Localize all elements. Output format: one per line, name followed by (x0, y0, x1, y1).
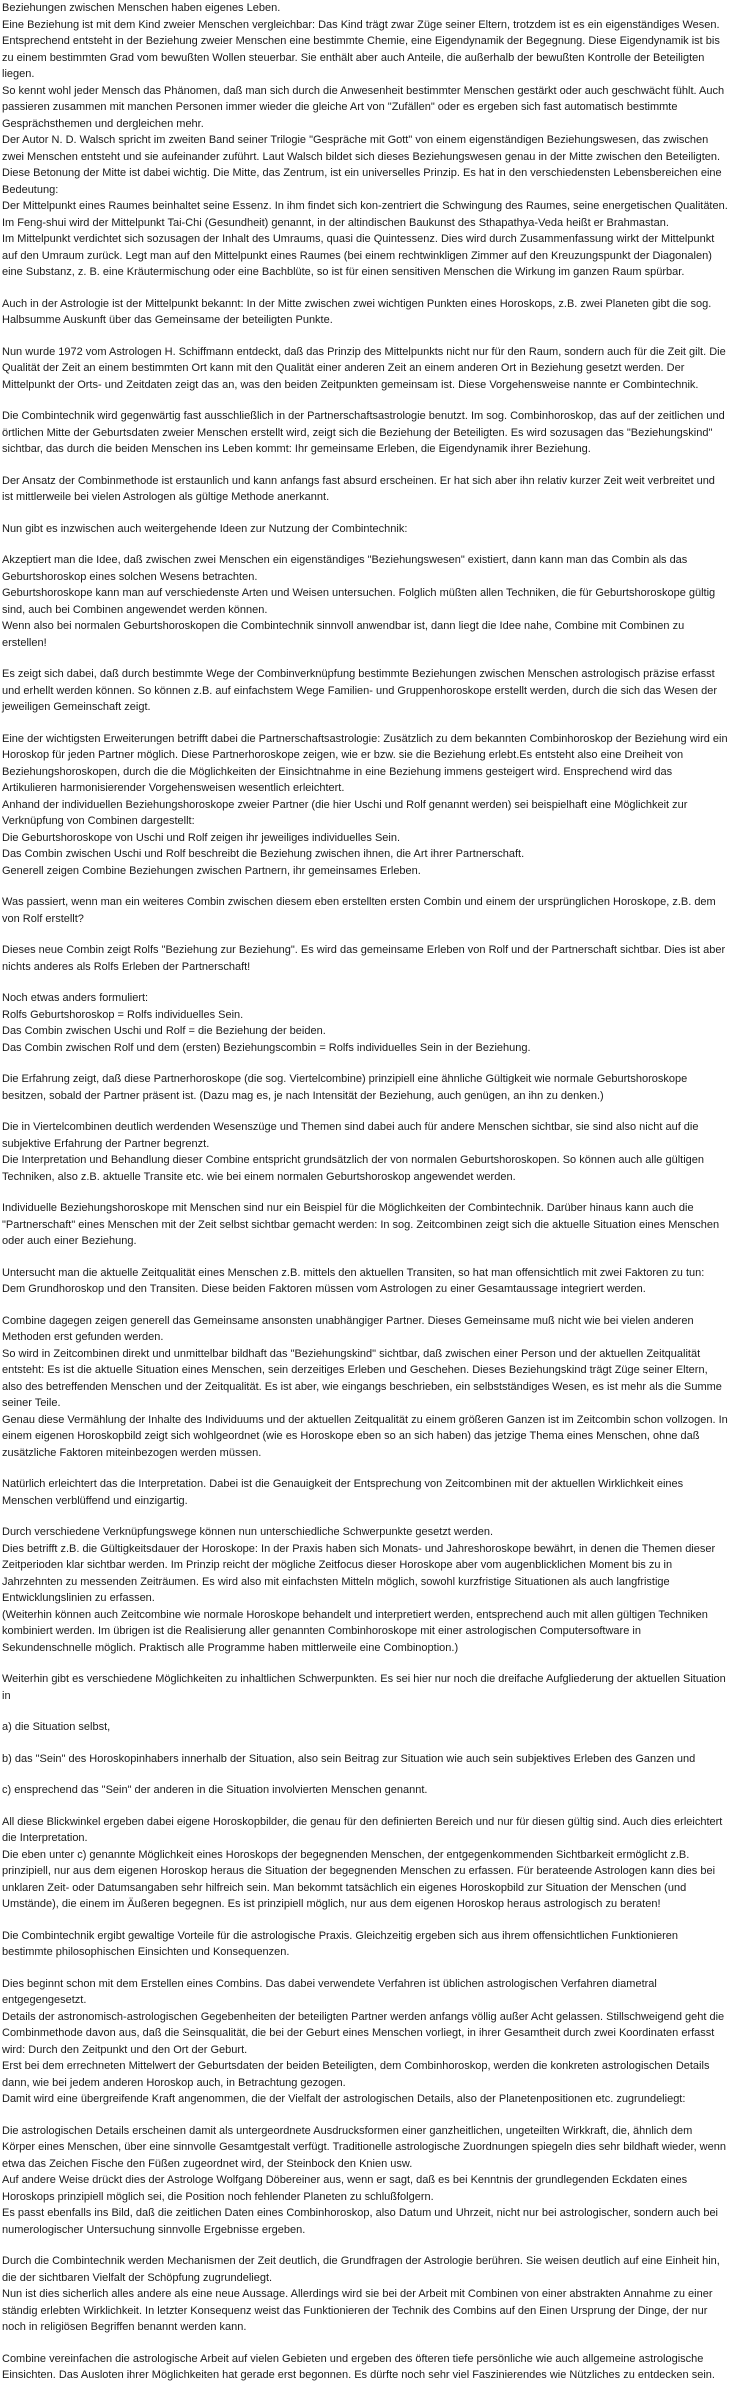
text-line: Auch in der Astrologie ist der Mittelpunkt bekannt: In der Mitte zwischen zwei wichtigen Punkten eines Horoskops, z.B. zwei Planeten gibt die sog. Halbsumme Auskunft über das Gemeinsame der beteiligten Punkte. (2, 297, 712, 326)
text-line: Durch die Combintechnik werden Mechanismen der Zeit deutlich, die Grundfragen der Astrologie berühren. Sie weisen deutlich auf eine Einheit hin, die der sichtbaren Vielfalt der Schöpfung zugrundeliegt. (2, 2255, 720, 2284)
text-line: Die Combintechnik wird gegenwärtig fast ausschließlich in der Partnerschaftsastrologie benutzt. Im sog. Combinhoroskop, das auf der zeitlichen und örtlichen Mitte der Geburtsdaten zweier Menschen erstellt wird, zeigt sich die Beziehung der Beteiligten. Es wird sozusagen das "Beziehungskind" sichtbar, das durch die beiden Menschen ins Leben kommt: Ihr gemeinsame Erleben, die Eigendynamik ihrer Beziehung. (2, 410, 725, 455)
paragraph (2, 2123, 728, 2239)
text-line: Combine dagegen zeigen generell das Gemeinsame ansonsten unabhängiger Partner. Dieses Gemeinsame muß nicht wie bei vielen anderen Methoden erst gefunden werden. (2, 1314, 694, 1343)
paragraph (2, 1976, 728, 2108)
text-line: Dies beginnt schon mit dem Erstellen eines Combins. Das dabei verwendete Verfahren ist üblichen astrologischen Verfahren diametral entgegengesetzt. (2, 1977, 657, 2006)
paragraph (2, 666, 728, 716)
text-line: Wenn also bei normalen Geburtshoroskopen die Combintechnik sinnvoll anwendbar ist, dann liegt die Idee nahe, Combine mit Combinen zu erstellen! (2, 620, 685, 649)
text-line: Natürlich erleichtert das die Interpretation. Dabei ist die Genauigkeit der Entsprechung von Zeitcombinen mit der aktuellen Wirklichkeit eines Menschen verblüffend und einzigartig. (2, 1478, 684, 1507)
paragraph (2, 1814, 728, 1913)
text-line: Generell zeigen Combine Beziehungen zwischen Partnern, ihr gemeinsames Erleben. (2, 864, 421, 877)
paragraph (2, 1782, 728, 1799)
text-line: Nun ist dies sicherlich alles andere als eine neue Aussage. Allerdings wird sie bei der Arbeit mit Combinen von einer abstrakten Annahme zu einer ständig erlebten Wirklichkeit. In letzter Konsequenz weist das Funktionieren der Technik des Combins auf den Einen Ursprung der Dinge, der nur noch in religiösen Begriffen benannt werden kann. (2, 2288, 713, 2333)
paragraph (2, 1265, 728, 1298)
paragraph (2, 1928, 728, 1961)
paragraph (2, 1751, 728, 1768)
text-line: Damit wird eine übergreifende Kraft angenommen, die der Vielfalt der astrologischen Details, also der Planetenpositionen etc. zugrundeliegt: (2, 2093, 686, 2105)
text-line: So kennt wohl jeder Mensch das Phänomen, daß man sich durch die Anwesenheit bestimmter Menschen gestärkt oder auch geschwächt fühlt. Auch passieren zusammen mit manchen Personen immer wieder die gleiche Art von "Zufällen" oder es ergeben sich fast automatisch bestimmte Gesprächsthemen und dergleichen mehr. (2, 84, 725, 130)
paragraph (2, 1719, 728, 1736)
text-line: Eine Beziehung ist mit dem Kind zweier Menschen vergleichbar: Das Kind trägt zwar Züge seiner Eltern, trotzdem ist es ein eigenständiges Wesen. (2, 18, 720, 31)
text-line: Das Combin zwischen Uschi und Rolf = die Beziehung der beiden. (2, 1025, 326, 1037)
text-line: Der Ansatz der Combinmethode ist erstaunlich und kann anfangs fast absurd erscheinen. Er hat sich aber ihn relativ kurzer Zeit weit verbreitet und ist mittlerweile bei vielen Astrologen als gültige Methode anerkannt. (2, 474, 715, 503)
text-line: Die Interpretation und Behandlung dieser Combine entspricht grundsätzlich der von normalen Geburtshoroskopen. So können auch alle gültigen Techniken, also z.B. aktuelle Transite etc. wie bei einem normalen Geburtshoroskop angewendet werden. (2, 1154, 704, 1183)
text-line: (Weiterhin können auch Zeitcombine wie normale Horoskope behandelt und interpretiert werden, entsprechend auch mit allen gültigen Techniken kombiniert werden. Im übrigen ist die Realisierung aller genannten Combinhoroskope mit einer astrologischen Computersoftware in Sekundenschnelle möglich. Praktisch alle Programme haben mittlerweile eine Combinoption.) (2, 1608, 708, 1654)
text-line: Auf andere Weise drückt dies der Astrologe Wolfgang Döbereiner aus, wenn er sagt, daß es bei Kenntnis der grundlegenden Eckdaten eines Horoskops prinzipiell möglich sei, die Position noch fehlender Planeten zu schlußfolgern. (2, 2174, 688, 2203)
text-line: Individuelle Beziehungshoroskope mit Menschen sind nur ein Beispiel für die Möglichkeiten der Combintechnik. Darüber hinaus kann auch die "Partnerschaft" eines Menschen mit der Zeit selbst sichtbar gemacht werden: In sog. Zeitcombinen zeigt sich die aktuelle Situation eines Menschen oder auch einer Beziehung. (2, 1202, 720, 1247)
text-line: b) das "Sein" des Horoskopinhabers innerhalb der Situation, also sein Beitrag zur Situation wie auch sein subjektives Erleben des Ganzen und (2, 1752, 696, 1765)
text-line: Combine vereinfachen die astrologische Arbeit auf vielen Gebieten und ergeben des öfteren tiefe persönliche wie auch allgemeine astrologische Einsichten. Das Ausloten ihrer Möglichkeiten hat gerade erst begonnen. Es dürfte noch sehr viel Faszinierendes wie Nützliches zu entdecken sein. (2, 2352, 715, 2381)
text-line: Anhand der individuellen Beziehungshoroskope zweier Partner (die hier Uschi und Rolf genannt werden) sei beispielhaft eine Möglichkeit zur Verknüpfung von Combinen dargestellt: (2, 798, 688, 827)
text-line: Rolfs Geburtshoroskop = Rolfs individuelles Sein. (2, 1008, 244, 1021)
text-line: Die astrologischen Details erscheinen damit als untergeordnete Ausdrucksformen einer ganzheitlichen, ungeteilten Wirkkraft, die, ähnlich dem Körper eines Menschen, über eine sinnvolle Gesamtgestalt verfügt. Traditionelle astrologische Zuordnungen spiegeln dies sehr bildhaft wieder, wenn etwa das Zeichen Fische den Füßen zugeordnet wird, der Steinbock den Knien usw. (2, 2124, 726, 2170)
text-line: Details der astronomisch-astrologischen Gegebenheiten der beteiligten Partner werden anfangs völlig außer Acht gelassen. Stillschweigend geht die Combinmethode davon aus, daß die Seinsqualität, die bei der Geburt eines Menschen vorliegt, in ihrer Gesamtheit durch zwei Koordinaten erfasst wird: Durch den Zeitpunkt und den Ort der Geburt. (2, 2010, 725, 2056)
text-line: Geburtshoroskope kann man auf verschiedenste Arten und Weisen untersuchen. Folglich müßten allen Techniken, die für Geburtshoroskope gültig sind, auch bei Combinen angewendet werden können. (2, 587, 716, 616)
text-line: Beziehungen zwischen Menschen haben eigenes Leben. (2, 2, 281, 14)
text-line: Eine der wichtigsten Erweiterungen betrifft dabei die Partnerschaftsastrologie: Zusätzlich zu dem bekannten Combinhoroskop der Beziehung wird ein Horoskop für jeden Partner möglich. Diese Partnerhoroskope zeigen, wie er bzw. sie die Beziehung erlebt.Es entsteht also eine Dreiheit von Beziehungshoroskopen, durch die die Möglichkeiten der Einsichtnahme in eine Beziehung immens gesteigert wird. Ensprechend wird das Artikulieren harmonisierender Vorgehensweisen wesentlich erleichtert. (2, 732, 728, 794)
text-line: Erst bei dem errechneten Mittelwert der Geburtsdaten der beiden Beteiligten, dem Combinhoroskop, werden die konkreten astrologischen Details dann, wie bei jedem anderen Horoskop auch, in Betrachtung gezogen. (2, 2060, 710, 2089)
text-line: So wird in Zeitcombinen direkt und unmittelbar bildhaft das "Beziehungskind" sichtbar, daß zwischen einer Person und der aktuellen Zeitqualität entsteht: Es ist die aktuelle Situation eines Menschen, sein derzeitiges Erleben und Geschehen. Dieses Beziehungskind trägt Züge seiner Eltern, also des betreffenden Menschen und der Zeitqualität. Es ist aber, wie eingangs beschrieben, ein selbstständiges Wesen, es ist mehr als die Summe seiner Teile. (2, 1347, 722, 1409)
text-line: Weiterhin gibt es verschiedene Möglichkeiten zu inhaltlichen Schwerpunkten. Es sei hier nur noch die dreifache Aufgliederung der aktuellen Situation in (2, 1673, 726, 1702)
paragraph (2, 408, 728, 458)
paragraph (2, 0, 728, 281)
text-line: Nun wurde 1972 vom Astrologen H. Schiffmann entdeckt, daß das Prinzip des Mittelpunkts nicht nur für den Raum, sondern auch für die Zeit gilt. Die Qualität der Zeit an einem bestimmten Ort kann mit den Qualität einer anderen Zeit an einem anderen Ort in Beziehung gesetzt werden. Der Mittelpunkt der Orts- und Zeitdaten zeigt das an, was den beiden Zeitpunkten gemeinsam ist. Diese Vorgehensweise nannte er Combintechnik. (2, 345, 726, 391)
text-line: Die Erfahrung zeigt, daß diese Partnerhoroskope (die sog. Viertelcombine) prinzipiell eine ähnliche Gültigkeit wie normale Geburtshoroskope besitzen, sobald der Partner präsent ist. (Dazu mag es, je nach Intensität der Beziehung, auch genügen, an ihn zu denken.) (2, 1073, 688, 1102)
text-line: Es passt ebenfalls ins Bild, daß die zeitlichen Daten eines Combinhoroskop, also Datum und Uhrzeit, nicht nur bei astrologischer, sondern auch bei numerologischer Untersuchung sinnvolle Ergebnisse ergeben. (2, 2207, 719, 2236)
paragraph (2, 1071, 728, 1104)
paragraph (2, 1671, 728, 1704)
text-line: Dies betrifft z.B. die Gültigkeitsdauer der Horoskope: In der Praxis haben sich Monats- und Jahreshoroskope bewährt, in denen die Themen dieser Zeitperioden klar sichtbar werden. Im Prinzip reicht der mögliche Zeitfocus dieser Horoskope aber vom augenblicklichen Moment bis zu in Jahrzehnten zu messenden Zeiträumen. Es wird also mit einfachsten Mitteln möglich, sowohl kurzfristige Situationen als auch langfristige Entwicklungslinien zu erfassen. (2, 1542, 716, 1604)
text-line: Die Geburtshoroskope von Uschi und Rolf zeigen ihr jeweiliges individuelles Sein. (2, 831, 401, 844)
paragraph (2, 1476, 728, 1509)
paragraph (2, 344, 728, 394)
paragraph (2, 894, 728, 927)
text-line: Das Combin zwischen Rolf und dem (ersten) Beziehungscombin = Rolfs individuelles Sein in der Beziehung. (2, 1041, 531, 1054)
paragraph (2, 731, 728, 880)
text-line: Was passiert, wenn man ein weiteres Combin zwischen diesem eben erstellten ersten Combin und einem der ursprünglichen Horoskope, z.B. dem von Rolf erstellt? (2, 896, 716, 925)
text-line: Entsprechend entsteht in der Beziehung zweier Menschen eine bestimmte Chemie, eine Eigendynamik der Begegnung. Diese Eigendynamik ist bis zu einem bestimmten Grad vom bewußten Wollen steuerbar. Sie enthält aber auch Anteile, die außerhalb der bewußten Kontrolle der Beteiligten liegen. (2, 35, 720, 80)
text-line: Der Autor N. D. Walsch spricht im zweiten Band seiner Trilogie "Gespräche mit Gott" von einem eigenständigen Beziehungswesen, das zwischen zwei Menschen entsteht und sie aufeinander zuführt. Laut Walsch bildet sich dieses Beziehungswesen genau in der Mitte zwischen den Beteiligten. (2, 134, 721, 163)
text-line: Die in Viertelcombinen deutlich werdenden Wesenszüge und Themen sind dabei auch für andere Menschen sichtbar, sie sind also nicht auf die subjektive Erfahrung der Partner begrenzt. (2, 1121, 699, 1150)
paragraph (2, 473, 728, 506)
text-line: Noch etwas anders formuliert: (2, 992, 149, 1004)
paragraph (2, 1313, 728, 1462)
paragraph (2, 552, 728, 651)
text-line: Untersucht man die aktuelle Zeitqualität eines Menschen z.B. mittels den aktuellen Transiten, so hat man offensichtlich mit zwei Faktoren zu tun: Dem Grundhoroskop und den Transiten. Diese beiden Faktoren müssen vom Astrologen zu einer Gesamtaussage integriert werden. (2, 1266, 705, 1295)
text-line: All diese Blickwinkel ergeben dabei eigene Horoskopbilder, die genau für den definierten Bereich und nur für diesen gültig sind. Auch dies erleichtert die Interpretation. (2, 1815, 723, 1844)
text-line: Der Mittelpunkt eines Raumes beinhaltet seine Essenz. In ihm findet sich kon-zentriert die Schwingung des Raumes, seine energetischen Qualitäten. Im Feng-shui wird der Mittelpunkt Tai-Chi (Gesundheit) genannt, in der altindischen Baukunst des Sthapathya-Veda heißt er Brahmastan. (2, 200, 728, 229)
paragraph (2, 2253, 728, 2336)
text-line: Nun gibt es inzwischen auch weitergehende Ideen zur Nutzung der Combintechnik: (2, 522, 408, 535)
text-line: Akzeptiert man die Idee, daß zwischen zwei Menschen ein eigenständiges "Beziehungswesen" existiert, dann kann man das Combin als das Geburtshoroskop eines solchen Wesens betrachten. (2, 554, 688, 583)
text-line: Die eben unter c) genannte Möglichkeit eines Horoskops der begegnenden Menschen, der entgegenkommenden Sichtbarkeit ermöglicht z.B. prinzipiell, nur aus dem eigenen Horoskop heraus die Situation der begegnenden Menschen zu erfassen. Für berateende Astrologen kann dies bei unklaren Zeit- oder Datumsangaben sehr hilfreich sein. Man bekommt tatsächlich ein eigenes Horoskopbild zur Situation der Menschen (und Umstände), die einem im Äußeren begegnen. Es ist prinzipiell möglich, nur aus dem eigenen Horoskop heraus astrologisch zu beraten! (2, 1848, 716, 1910)
paragraph (2, 296, 728, 329)
text-line: Die Combintechnik ergibt gewaltige Vorteile für die astrologische Praxis. Gleichzeitig ergeben sich aus ihrem offensichtlichen Funktionieren bestimmte philosophischen Einsichten und Konsequenzen. (2, 1929, 679, 1958)
paragraph (2, 1200, 728, 1250)
text-line: Diese Betonung der Mitte ist dabei wichtig. Die Mitte, das Zentrum, ist ein universelles Prinzip. Es hat in den verschiedensten Lebensbereichen eine Bedeutung: (2, 167, 722, 196)
paragraph (2, 1119, 728, 1185)
text-line: Genau diese Vermählung der Inhalte des Individuums und der aktuellen Zeitqualität zu einem größeren Ganzen ist im Zeitcombin schon vollzogen. In einem eigenen Horoskopbild zeigt sich wohlgeordnet (wie es Horoskope eben so an sich haben) das jetzige Thema eines Menschen, ohne daß zusätzliche Faktoren miteinbezogen werden müssen. (2, 1413, 728, 1459)
text-line: a) die Situation selbst, (2, 1721, 111, 1733)
paragraph (2, 990, 728, 1056)
text-line: Durch verschiedene Verknüpfungswege können nun unterschiedliche Schwerpunkte gesetzt werden. (2, 1526, 494, 1538)
paragraph (2, 2351, 728, 2384)
text-line: c) ensprechend das "Sein" der anderen in die Situation involvierten Menschen genannt. (2, 1784, 428, 1796)
paragraph (2, 1524, 728, 1656)
text-line: Es zeigt sich dabei, daß durch bestimmte Wege der Combinverknüpfung bestimmte Beziehungen zwischen Menschen astrologisch präzise erfasst und erhellt werden können. So können z.B. auf einfachstem Wege Familien- und Gruppenhoroskope erstellt werden, durch die sich das Wesen der jeweiligen Gemeinschaft zeigt. (2, 668, 718, 713)
paragraph (2, 942, 728, 975)
paragraph (2, 521, 728, 538)
text-line: Im Mittelpunkt verdichtet sich sozusagen der Inhalt des Umraums, quasi die Quintessenz. Dies wird durch Zusammenfassung wirkt der Mittelpunkt auf den Umraum zurück. Legt man auf den Mittelpunkt eines Raumes (bei einem rechtwinkligen Zimmer auf den Kreuzungspunkt der Diagonalen) eine Substanz, z. B. eine Kräutermischung oder eine Bachblüte, so ist für einen sensitiven Menschen die Wirkung im ganzen Raum spürbar. (2, 233, 715, 278)
text-line: Dieses neue Combin zeigt Rolfs "Beziehung zur Beziehung". Es wird das gemeinsame Erleben von Rolf und der Partnerschaft sichtbar. Dies ist aber nichts anderes als Rolfs Erleben der Partnerschaft! (2, 944, 726, 973)
text-line: Das Combin zwischen Uschi und Rolf beschreibt die Beziehung zwischen ihnen, die Art ihrer Partnerschaft. (2, 848, 525, 860)
